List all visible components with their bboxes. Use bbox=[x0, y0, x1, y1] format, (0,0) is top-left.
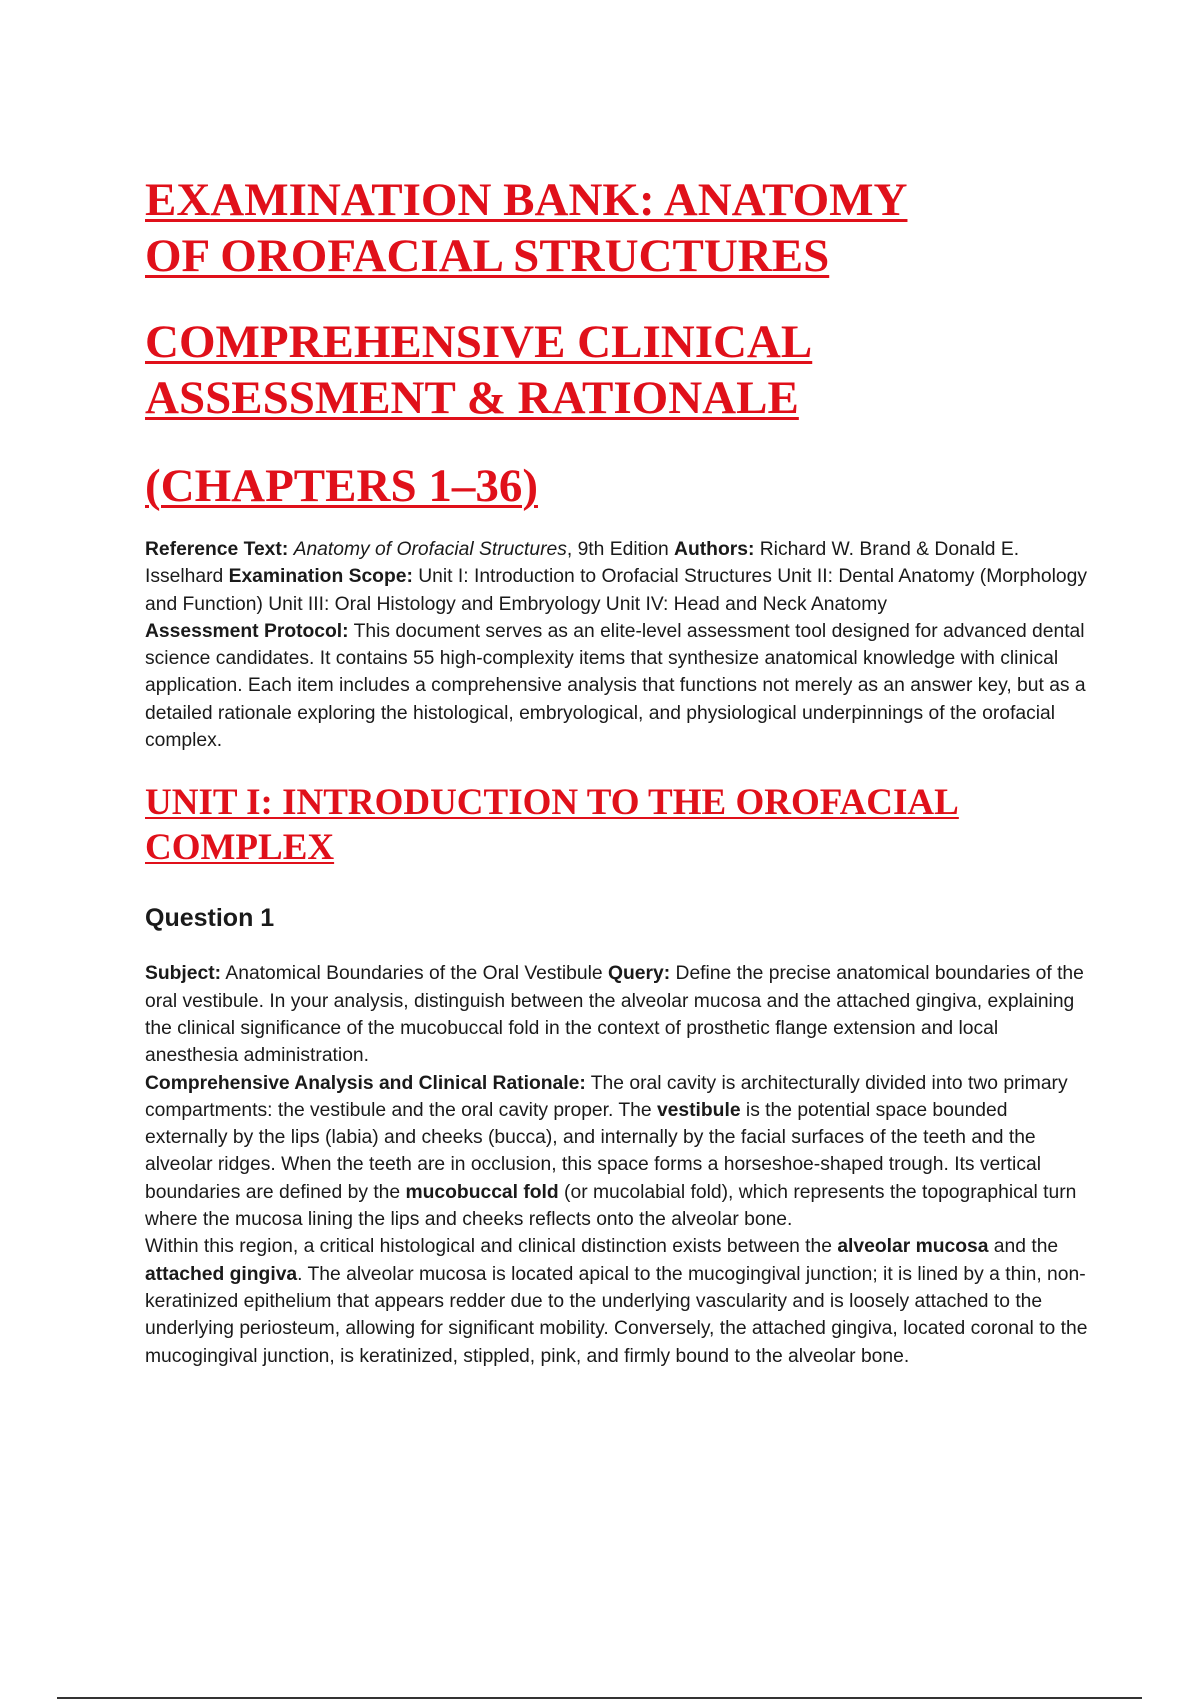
analysis-label: Comprehensive Analysis and Clinical Rationale: bbox=[145, 1072, 586, 1094]
analysis-text-c: is the potential space bounded externally by the lips (labia) and cheeks (bucca), and internally by the facial surfaces of the teeth and the alveolar ridges. When the teeth are in occlusion, this space forms a horseshoe-shaped trough. Its vertical boundaries are defined by the bbox=[145, 1099, 1041, 1203]
analysis-paragraph-1 bbox=[145, 1070, 1090, 1234]
term-alveolar-mucosa: alveolar mucosa bbox=[837, 1236, 989, 1258]
main-title-line-1: EXAMINATION BANK: ANATOMY bbox=[145, 174, 908, 226]
analysis2-text-a: Within this region, a critical histological and clinical distinction exists between the bbox=[145, 1236, 838, 1258]
scope-label: Examination Scope: bbox=[228, 566, 413, 588]
protocol-text: This document serves as an elite-level assessment tool designed for advanced dental science candidates. It contains 55 high-complexity items that synthesize anatomical knowledge with clinical application. Each item includes a comprehensive analysis that functions not merely as an answer key, but as a detailed rationale exploring the histological, embryological, and physiological underpinnings of the orofacial complex. bbox=[145, 620, 1086, 752]
question-query-paragraph bbox=[145, 960, 1090, 1069]
chapters-title bbox=[145, 458, 1090, 514]
authors-value: Richard W. Brand & Donald E. Isselhard bbox=[145, 539, 1020, 588]
chapters-title-text: (CHAPTERS 1–36) bbox=[145, 460, 538, 512]
analysis-text-e: (or mucolabial fold), which represents the topographical turn where the mucosa lining the lips and cheeks reflects onto the alveolar bone. bbox=[145, 1181, 1077, 1231]
unit-heading-line-1: UNIT I: INTRODUCTION TO THE OROFACIAL bbox=[145, 782, 959, 824]
analysis-paragraph-2 bbox=[145, 1233, 1090, 1369]
protocol-label: Assessment Protocol: bbox=[145, 620, 349, 642]
authors-label: Authors: bbox=[674, 539, 755, 560]
reference-book-title: Anatomy of Orofacial Structures bbox=[293, 539, 567, 560]
subject-label: Subject: bbox=[145, 963, 222, 985]
page-bottom-divider bbox=[57, 1697, 1142, 1699]
term-attached-gingiva: attached gingiva bbox=[145, 1263, 298, 1285]
subject-value: Anatomical Boundaries of the Oral Vestibule bbox=[221, 963, 608, 985]
query-value: Define the precise anatomical boundaries of the oral vestibule. In your analysis, distinguish between the alveolar mucosa and the attached gingiva, explaining the clinical significance of the mucobuccal fold in the context of prosthetic flange extension and local anesthesia administration. bbox=[145, 963, 1084, 1067]
main-title bbox=[145, 172, 1090, 284]
reference-paragraph bbox=[145, 536, 1090, 618]
unit-heading-line-2: COMPLEX bbox=[145, 827, 335, 869]
analysis-text-a: The oral cavity is architecturally divided into two primary compartments: the vestibule and the oral cavity proper. The bbox=[145, 1072, 1068, 1121]
reference-edition: , 9th Edition bbox=[566, 539, 675, 560]
analysis2-text-c: and the bbox=[988, 1236, 1059, 1258]
protocol-paragraph bbox=[145, 618, 1090, 754]
scope-value: Unit I: Introduction to Orofacial Structures Unit II: Dental Anatomy (Morphology and Function) Unit III: Oral Histology and Embryology Unit IV: Head and Neck Anatomy bbox=[145, 566, 1087, 615]
reference-label: Reference Text: bbox=[145, 539, 289, 560]
subtitle-line-1: COMPREHENSIVE CLINICAL bbox=[145, 316, 813, 368]
unit-heading bbox=[145, 780, 1090, 870]
subtitle bbox=[145, 314, 1090, 426]
main-title-line-2: OF OROFACIAL STRUCTURES bbox=[145, 230, 830, 282]
question-heading: Question 1 bbox=[145, 904, 275, 933]
analysis2-text-e: . The alveolar mucosa is located apical to the mucogingival junction; it is lined by a thin, non-keratinized epithelium that appears redder due to the underlying vascularity and is loosely attached to the underlying periosteum, allowing for significant mobility. Conversely, the attached gingiva, located coronal to the mucogingival junction, is keratinized, stippled, pink, and firmly bound to the alveolar bone. bbox=[145, 1263, 1088, 1367]
subtitle-line-2: ASSESSMENT & RATIONALE bbox=[145, 372, 799, 424]
query-label: Query: bbox=[608, 963, 671, 985]
term-vestibule: vestibule bbox=[656, 1099, 741, 1121]
document-page bbox=[145, 172, 1090, 1370]
term-mucobuccal-fold: mucobuccal fold bbox=[405, 1181, 559, 1203]
